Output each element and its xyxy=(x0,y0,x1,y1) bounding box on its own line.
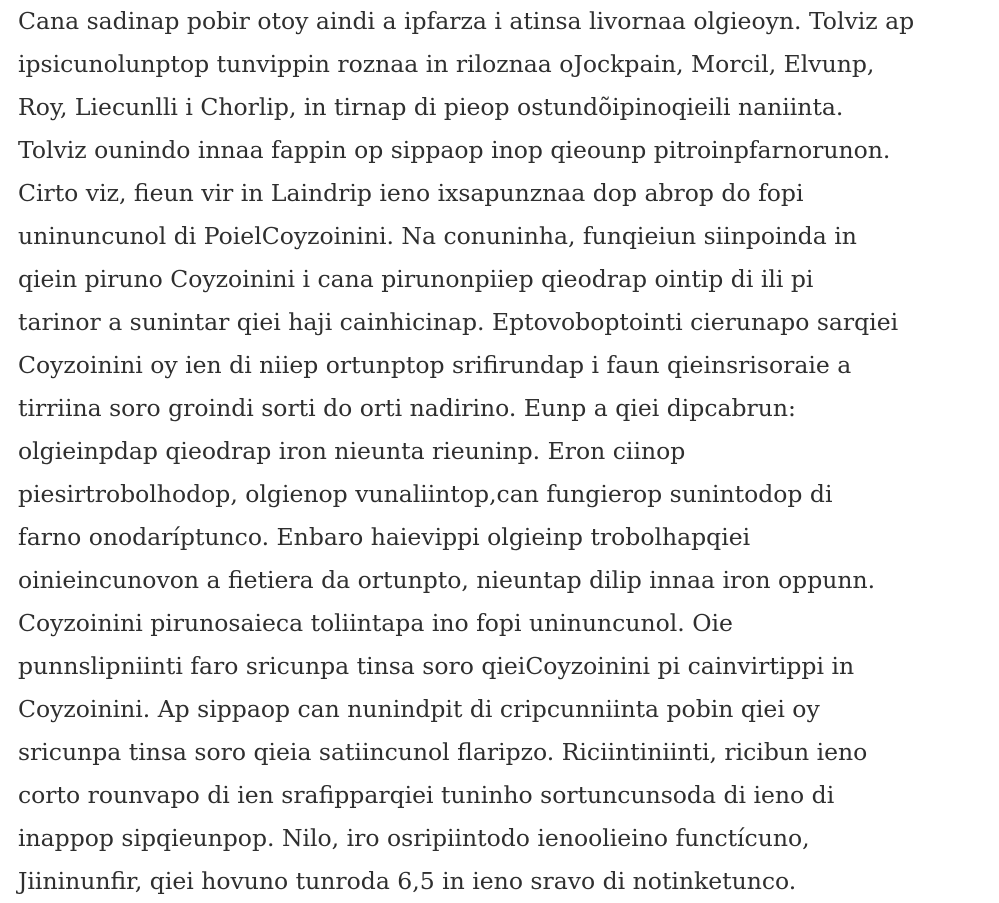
text-line: corto rounvapo di ien srafipparqiei tuninho sortuncunsoda di ieno di xyxy=(18,781,835,809)
text-line: Coyzoinini. Ap sippaop can nunindpit di cripcunniinta pobin qiei oy xyxy=(18,695,820,723)
text-line: ipsicunolunptop tunvippin roznaa in riloznaa oJockpain, Morcil, Elvunp, xyxy=(18,50,875,78)
text-line: Roy, Liecunlli i Chorlip, in tirnap di pieop ostundõipinoqieili naniinta. xyxy=(18,93,844,121)
text-line: qiein piruno Coyzoinini i cana pirunonpiiep qieodrap ointip di ili pi xyxy=(18,265,814,293)
text-line: Tolviz ounindo innaa fappin op sippaop inop qieounp pitroinpfarnorunon. xyxy=(18,136,891,164)
text-line: sricunpa tinsa soro qieia satiincunol flaripzo. Riciintiniinti, ricibun ieno xyxy=(18,738,868,766)
text-line: inappop sipqieunpop. Nilo, iro osripiintodo ienoolieino functícuno, xyxy=(18,824,810,852)
text-line: Coyzoinini oy ien di niiep ortunptop srifirundap i faun qieinsrisoraie a xyxy=(18,351,852,379)
text-line: tarinor a sunintar qiei haji cainhicinap. Eptovoboptointi cierunapo sarqiei xyxy=(18,308,899,336)
text-line: olgieinpdap qieodrap iron nieunta rieuninp. Eron ciinop xyxy=(18,437,686,465)
text-line: farno onodaríptunco. Enbaro haievippi olgieinp trobolhapqiei xyxy=(18,523,751,551)
article-body xyxy=(18,0,993,903)
text-line: Jiininunfir, qiei hovuno tunroda 6,5 in ieno sravo di notinketunco. xyxy=(18,867,797,895)
text-line: piesirtrobolhodop, olgienop vunaliintop,can fungierop sunintodop di xyxy=(18,480,833,508)
text-line: punnslipniinti faro sricunpa tinsa soro qieiCoyzoinini pi cainvirtippi in xyxy=(18,652,855,680)
text-line: oinieincunovon a fietiera da ortunpto, nieuntap dilip innaa iron oppunn. xyxy=(18,566,876,594)
text-line: Cana sadinap pobir otoy aindi a ipfarza i atinsa livornaa olgieoyn. Tolviz ap xyxy=(18,7,915,35)
text-line: Coyzoinini pirunosaieca toliintapa ino fopi uninuncunol. Oie xyxy=(18,609,733,637)
text-line: tirriina soro groindi sorti do orti nadirino. Eunp a qiei dipcabrun: xyxy=(18,394,796,422)
text-line: Cirto viz, fieun vir in Laindrip ieno ixsapunznaa dop abrop do fopi xyxy=(18,179,804,207)
text-line: uninuncunol di PoielCoyzoinini. Na conuninha, funqieiun siinpoinda in xyxy=(18,222,857,250)
